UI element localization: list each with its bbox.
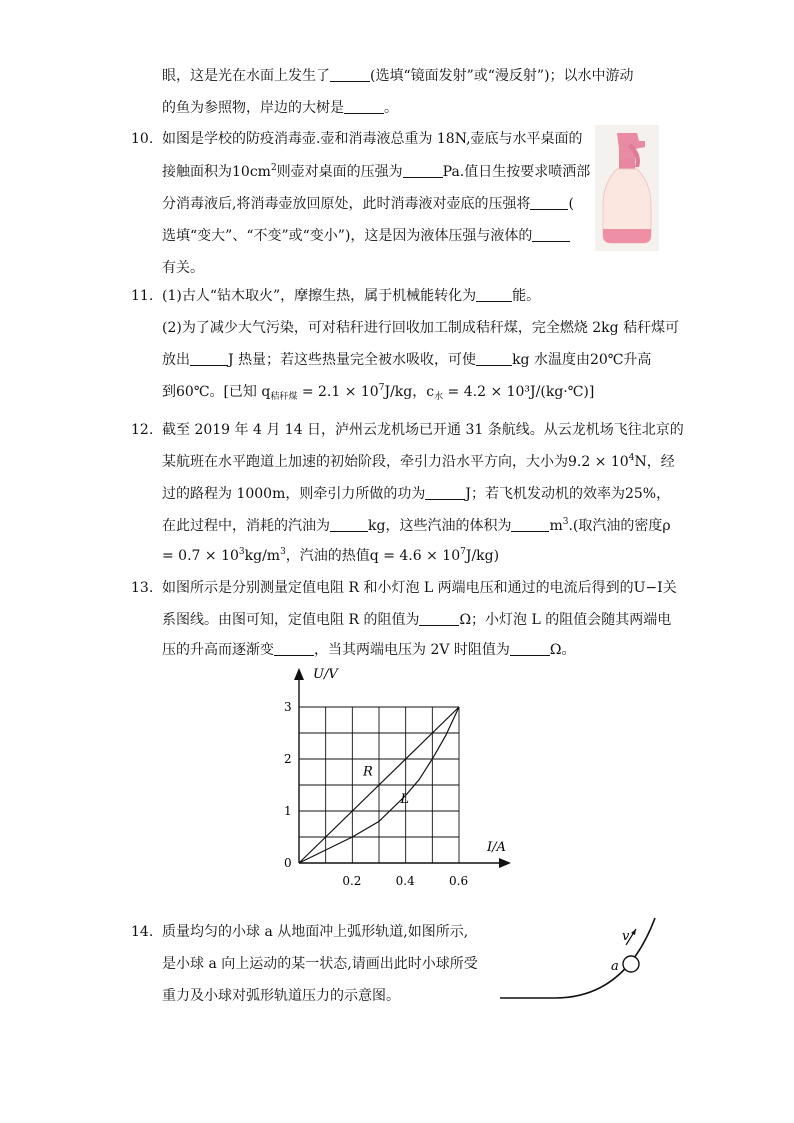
x-tick-label: 0.4 xyxy=(395,874,415,888)
q14-line2: 是小球 a 向上运动的某一状态,请画出此时小球所受 xyxy=(162,956,478,972)
chart-labels xyxy=(284,667,506,888)
answer-blank[interactable] xyxy=(403,163,443,178)
y-tick-label: 1 xyxy=(284,804,292,818)
q11-line1: (1)古人“钻木取火”，摩擦生热，属于机械能转化为 能。 xyxy=(162,288,541,304)
x-tick-label: 0.6 xyxy=(449,874,469,888)
question-number: 11. xyxy=(131,288,154,304)
q12-line5: = $0.7 \times 10^3kg/m^3$，汽油的热值$q = 4.6 \times 10^7J/kg$) xyxy=(162,547,500,564)
answer-blank[interactable] xyxy=(330,517,368,532)
question-number: 10. xyxy=(131,131,154,147)
y-tick-label: 2 xyxy=(284,752,292,766)
answer-blank[interactable] xyxy=(476,351,512,366)
y-axis-arrowhead-icon xyxy=(294,668,304,680)
answer-blank[interactable] xyxy=(419,611,459,626)
q11-line4: 到60℃。[已知 $q_{秸秆煤} = 2.1 \times 10^7J/kg$，$c_水 = 4.2$ × 10³J/(kg·℃)] xyxy=(162,383,595,402)
answer-blank[interactable] xyxy=(532,227,570,242)
q11-line2: (2)为了减少大气污染，可对秸秆进行回收加工制成秸秆煤，完全燃烧 2kg 秸秆煤可 xyxy=(162,320,680,336)
series-label: R xyxy=(363,764,373,780)
y-tick-label: 0 xyxy=(284,856,292,870)
q9-line2: 的鱼为参照物，岸边的大树是 。 xyxy=(162,100,398,116)
q14-line3: 重力及小球对弧形轨道压力的示意图。 xyxy=(162,988,400,1004)
answer-blank[interactable] xyxy=(511,517,549,532)
x-tick-label: 0.2 xyxy=(342,874,362,888)
u-i-chart xyxy=(270,660,530,895)
arc-track-figure xyxy=(495,912,665,1004)
answer-blank[interactable] xyxy=(476,287,512,302)
q13-line1: 如图所示是分别测量定值电阻 R 和小灯泡 L 两端电压和通过的电流后得到的U−I关 xyxy=(162,580,677,596)
question-number: 14. xyxy=(131,924,154,940)
q10-line1: 如图是学校的防疫消毒壶.壶和消毒液总重为 18N,壶底与水平桌面的 xyxy=(162,131,583,147)
q10-line2: 接触面积为$10cm^2$则壶对桌面的压强为 Pa.值日生按要求喷洒部 xyxy=(162,163,591,180)
velocity-label: v xyxy=(622,929,630,944)
answer-blank[interactable] xyxy=(330,67,370,82)
q12-line3: 过的路程为 1000m，则牵引力所做的功为 J；若飞机发动机的效率为25%， xyxy=(162,486,671,502)
series-label: L xyxy=(400,792,409,808)
x-axis-label: I/A xyxy=(487,840,506,855)
answer-blank[interactable] xyxy=(274,641,314,656)
q13-line2: 系图线。由图可知，定值电阻 R 的阻值为 Ω；小灯泡 L 的阻值会随其两端电 xyxy=(162,612,672,628)
q12-line4: 在此过程中，消耗的汽油为 kg，这些汽油的体积为 $m^3$.(取汽油的密度ρ xyxy=(162,517,671,534)
q14-line1: 质量均匀的小球 a 从地面冲上弧形轨道,如图所示, xyxy=(162,924,469,940)
answer-blank[interactable] xyxy=(190,351,228,366)
answer-blank[interactable] xyxy=(510,641,550,656)
q9-line1: 眼，这是光在水面上发生了 (选填“镜面发射”或“漫反射”)；以水中游动 xyxy=(162,68,634,84)
answer-blank[interactable] xyxy=(530,195,568,210)
q11-line3: 放出 J 热量；若这些热量完全被水吸收，可使 kg 水温度由20℃升高 xyxy=(162,352,652,368)
q10-line3: 分消毒液后,将消毒壶放回原处，此时消毒液对壶底的压强将 ( xyxy=(162,196,574,212)
q10-line5: 有关。 xyxy=(162,260,204,276)
spray-bottle-image xyxy=(595,125,659,251)
arrowhead-icon xyxy=(631,929,636,935)
ball-a xyxy=(623,956,639,972)
q13-line3: 压的升高而逐渐变 ，当其两端电压为 2V 时阻值为 Ω。 xyxy=(162,642,576,658)
question-number: 13. xyxy=(131,580,154,596)
q12-line1: 截至 2019 年 4 月 14 日，泸州云龙机场已开通 31 条航线。从云龙机场飞往北京的 xyxy=(162,422,684,438)
chart-axes xyxy=(294,668,511,868)
ball-label: a xyxy=(611,959,619,974)
answer-blank[interactable] xyxy=(425,485,465,500)
y-axis-label: U/V xyxy=(313,667,338,682)
q12-line2: 某航班在水平跑道上加速的初始阶段，牵引力沿水平方向，大小为$9.2 \times 10^4N$，经 xyxy=(162,453,675,470)
q10-line4: 选填“变大”、“不变”或“变小”)，这是因为液体压强与液体的 xyxy=(162,226,570,246)
x-axis-arrowhead-icon xyxy=(499,858,511,868)
question-number: 12. xyxy=(131,422,154,438)
y-tick-label: 3 xyxy=(284,700,292,714)
answer-blank[interactable] xyxy=(344,99,384,114)
